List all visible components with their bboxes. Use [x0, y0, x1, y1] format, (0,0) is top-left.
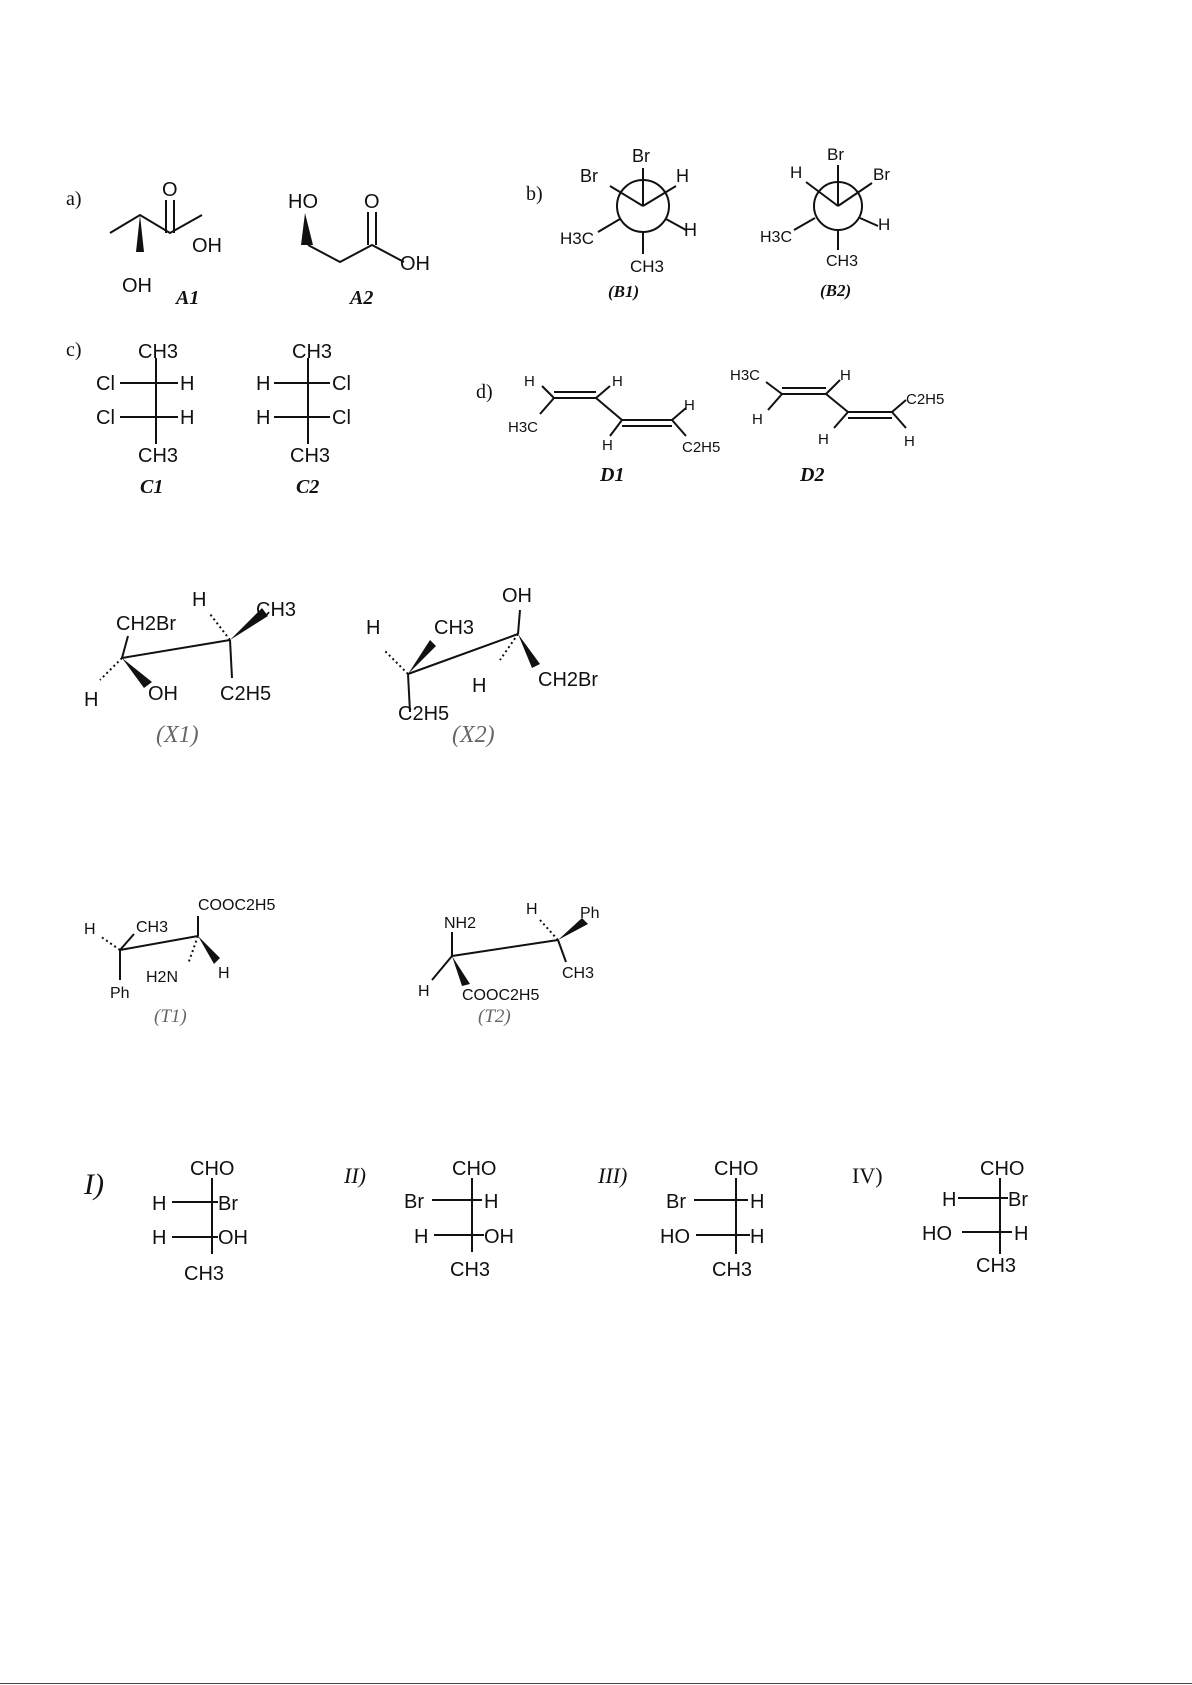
- B2-h3c: H3C: [760, 229, 793, 246]
- C1-top-ch3: CH3: [138, 341, 179, 363]
- A1-alcohol-oh: OH: [122, 275, 152, 297]
- label-b: b): [526, 183, 543, 205]
- page-bottom-rule: [0, 1683, 1192, 1684]
- T2-nh2: NH2: [444, 915, 477, 932]
- X2-ch3: CH3: [434, 617, 475, 639]
- label-III: III): [598, 1163, 628, 1188]
- newman-B1: [560, 146, 697, 301]
- D1-h-1: H: [524, 373, 535, 390]
- T2-ch3: CH3: [562, 965, 595, 982]
- C1-bottom-ch3: CH3: [138, 445, 179, 467]
- C1-cl-1: Cl: [96, 373, 115, 395]
- D2-h-4: H: [904, 433, 915, 450]
- C2-cl-1: Cl: [332, 373, 351, 395]
- T2-h-2: H: [418, 983, 430, 1000]
- IV-br: Br: [1008, 1189, 1028, 1211]
- section-a: [66, 179, 430, 309]
- caption-X1: (X1): [156, 722, 199, 748]
- D2-h3c: H3C: [730, 367, 761, 384]
- X1-h-2: H: [192, 589, 207, 611]
- caption-A1: A1: [176, 287, 200, 309]
- caption-X2: (X2): [452, 722, 495, 748]
- II-h-2: H: [414, 1226, 429, 1248]
- D2-c2h5: C2H5: [906, 391, 945, 408]
- T1-h2n: H2N: [146, 969, 179, 986]
- caption-T2: (T2): [478, 1006, 511, 1027]
- II-h-1: H: [484, 1191, 499, 1213]
- fischer-IV: [852, 1158, 1028, 1277]
- X1-oh: OH: [148, 683, 178, 705]
- IV-h-2: H: [1014, 1223, 1029, 1245]
- section-c: [66, 339, 351, 498]
- fischer-I: [83, 1158, 248, 1285]
- X1-h-1: H: [84, 689, 99, 711]
- I-oh: OH: [218, 1227, 248, 1249]
- III-h-1: H: [750, 1191, 765, 1213]
- I-h-2: H: [152, 1227, 167, 1249]
- C1-h-2: H: [180, 407, 195, 429]
- B2-back-h: H: [878, 215, 891, 234]
- III-ho: HO: [660, 1226, 690, 1248]
- C2-h-2: H: [256, 407, 271, 429]
- A1-acid-oh: OH: [192, 235, 222, 257]
- molecule-X2: [366, 585, 598, 748]
- B2-ch3: CH3: [826, 253, 859, 270]
- B1-front-h: H: [676, 166, 689, 186]
- molecule-A2: [288, 191, 430, 309]
- B1-ch3: CH3: [630, 257, 665, 276]
- label-I: I): [84, 1168, 104, 1201]
- D1-c2h5: C2H5: [682, 439, 721, 456]
- D1-h-2: H: [612, 373, 623, 390]
- A1-oxygen: O: [162, 179, 178, 201]
- label-II: II): [344, 1163, 366, 1188]
- X2-h-1: H: [366, 617, 381, 639]
- B2-front-h: H: [790, 163, 803, 182]
- fischer-C1: [96, 341, 194, 498]
- IV-h-1: H: [942, 1189, 957, 1211]
- caption-C1: C1: [140, 476, 164, 498]
- I-br: Br: [218, 1193, 238, 1215]
- X2-h-2: H: [472, 675, 487, 697]
- caption-A2: A2: [350, 287, 374, 309]
- T1-ph: Ph: [110, 985, 130, 1002]
- molecule-T2: [418, 901, 600, 1027]
- D1-h-3: H: [684, 397, 695, 414]
- T2-ph: Ph: [580, 905, 600, 922]
- III-h-2: H: [750, 1226, 765, 1248]
- T2-cooc2h5: COOC2H5: [462, 987, 540, 1004]
- B1-h3c: H3C: [560, 229, 595, 248]
- C2-h-1: H: [256, 373, 271, 395]
- D1-h3c: H3C: [508, 419, 539, 436]
- caption-D1: D1: [600, 464, 625, 486]
- II-ch3: CH3: [450, 1259, 491, 1281]
- C2-cl-2: Cl: [332, 407, 351, 429]
- caption-D2: D2: [800, 464, 825, 486]
- III-ch3: CH3: [712, 1259, 753, 1281]
- fischer-III: [597, 1158, 764, 1281]
- diene-D2: [730, 367, 944, 486]
- X1-c2h5: C2H5: [220, 683, 272, 705]
- C1-cl-2: Cl: [96, 407, 115, 429]
- molecule-T1: [84, 897, 275, 1027]
- X1-ch2br: CH2Br: [116, 613, 177, 635]
- D2-h-3: H: [818, 431, 829, 448]
- C2-top-ch3: CH3: [292, 341, 333, 363]
- molecule-A1: [110, 179, 222, 309]
- label-a: a): [66, 188, 82, 210]
- D2-h-2: H: [752, 411, 763, 428]
- caption-C2: C2: [296, 476, 320, 498]
- B2-front-br: Br: [827, 145, 844, 164]
- D1-h-4: H: [602, 437, 613, 454]
- I-ch3: CH3: [184, 1263, 225, 1285]
- IV-ho: HO: [922, 1223, 952, 1245]
- caption-B1: (B1): [608, 282, 640, 301]
- I-cho: CHO: [190, 1158, 235, 1180]
- I-h-1: H: [152, 1193, 167, 1215]
- A2-acid-oh: OH: [400, 253, 430, 275]
- X1-ch3: CH3: [256, 599, 297, 621]
- II-cho: CHO: [452, 1158, 497, 1180]
- section-d: [476, 367, 944, 486]
- II-oh: OH: [484, 1226, 514, 1248]
- D2-h-1: H: [840, 367, 851, 384]
- C1-h-1: H: [180, 373, 195, 395]
- C2-bottom-ch3: CH3: [290, 445, 331, 467]
- II-br: Br: [404, 1191, 424, 1213]
- fischer-II: [343, 1158, 514, 1281]
- A2-alcohol-ho: HO: [288, 191, 318, 213]
- T2-h-1: H: [526, 901, 538, 918]
- III-br: Br: [666, 1191, 686, 1213]
- caption-T1: (T1): [154, 1006, 187, 1027]
- IV-ch3: CH3: [976, 1255, 1017, 1277]
- diene-D1: [508, 373, 720, 486]
- X2-c2h5: C2H5: [398, 703, 450, 725]
- III-cho: CHO: [714, 1158, 759, 1180]
- B1-back-br: Br: [580, 166, 598, 186]
- label-IV: IV): [852, 1163, 883, 1188]
- label-c: c): [66, 339, 82, 361]
- newman-B2: [760, 145, 890, 300]
- X2-oh: OH: [502, 585, 532, 607]
- B1-back-h: H: [684, 220, 697, 240]
- T1-h-2: H: [218, 965, 230, 982]
- B2-back-br: Br: [873, 165, 890, 184]
- caption-B2: (B2): [820, 281, 852, 300]
- label-d: d): [476, 381, 493, 403]
- section-b: [526, 145, 890, 301]
- A2-oxygen: O: [364, 191, 380, 213]
- X2-ch2br: CH2Br: [538, 669, 599, 691]
- B1-front-br: Br: [632, 146, 650, 166]
- fischer-C2: [256, 341, 351, 498]
- T1-ch3: CH3: [136, 919, 169, 936]
- T1-cooc2h5: COOC2H5: [198, 897, 276, 914]
- T1-h-1: H: [84, 921, 96, 938]
- molecule-X1: [84, 589, 296, 748]
- IV-cho: CHO: [980, 1158, 1025, 1180]
